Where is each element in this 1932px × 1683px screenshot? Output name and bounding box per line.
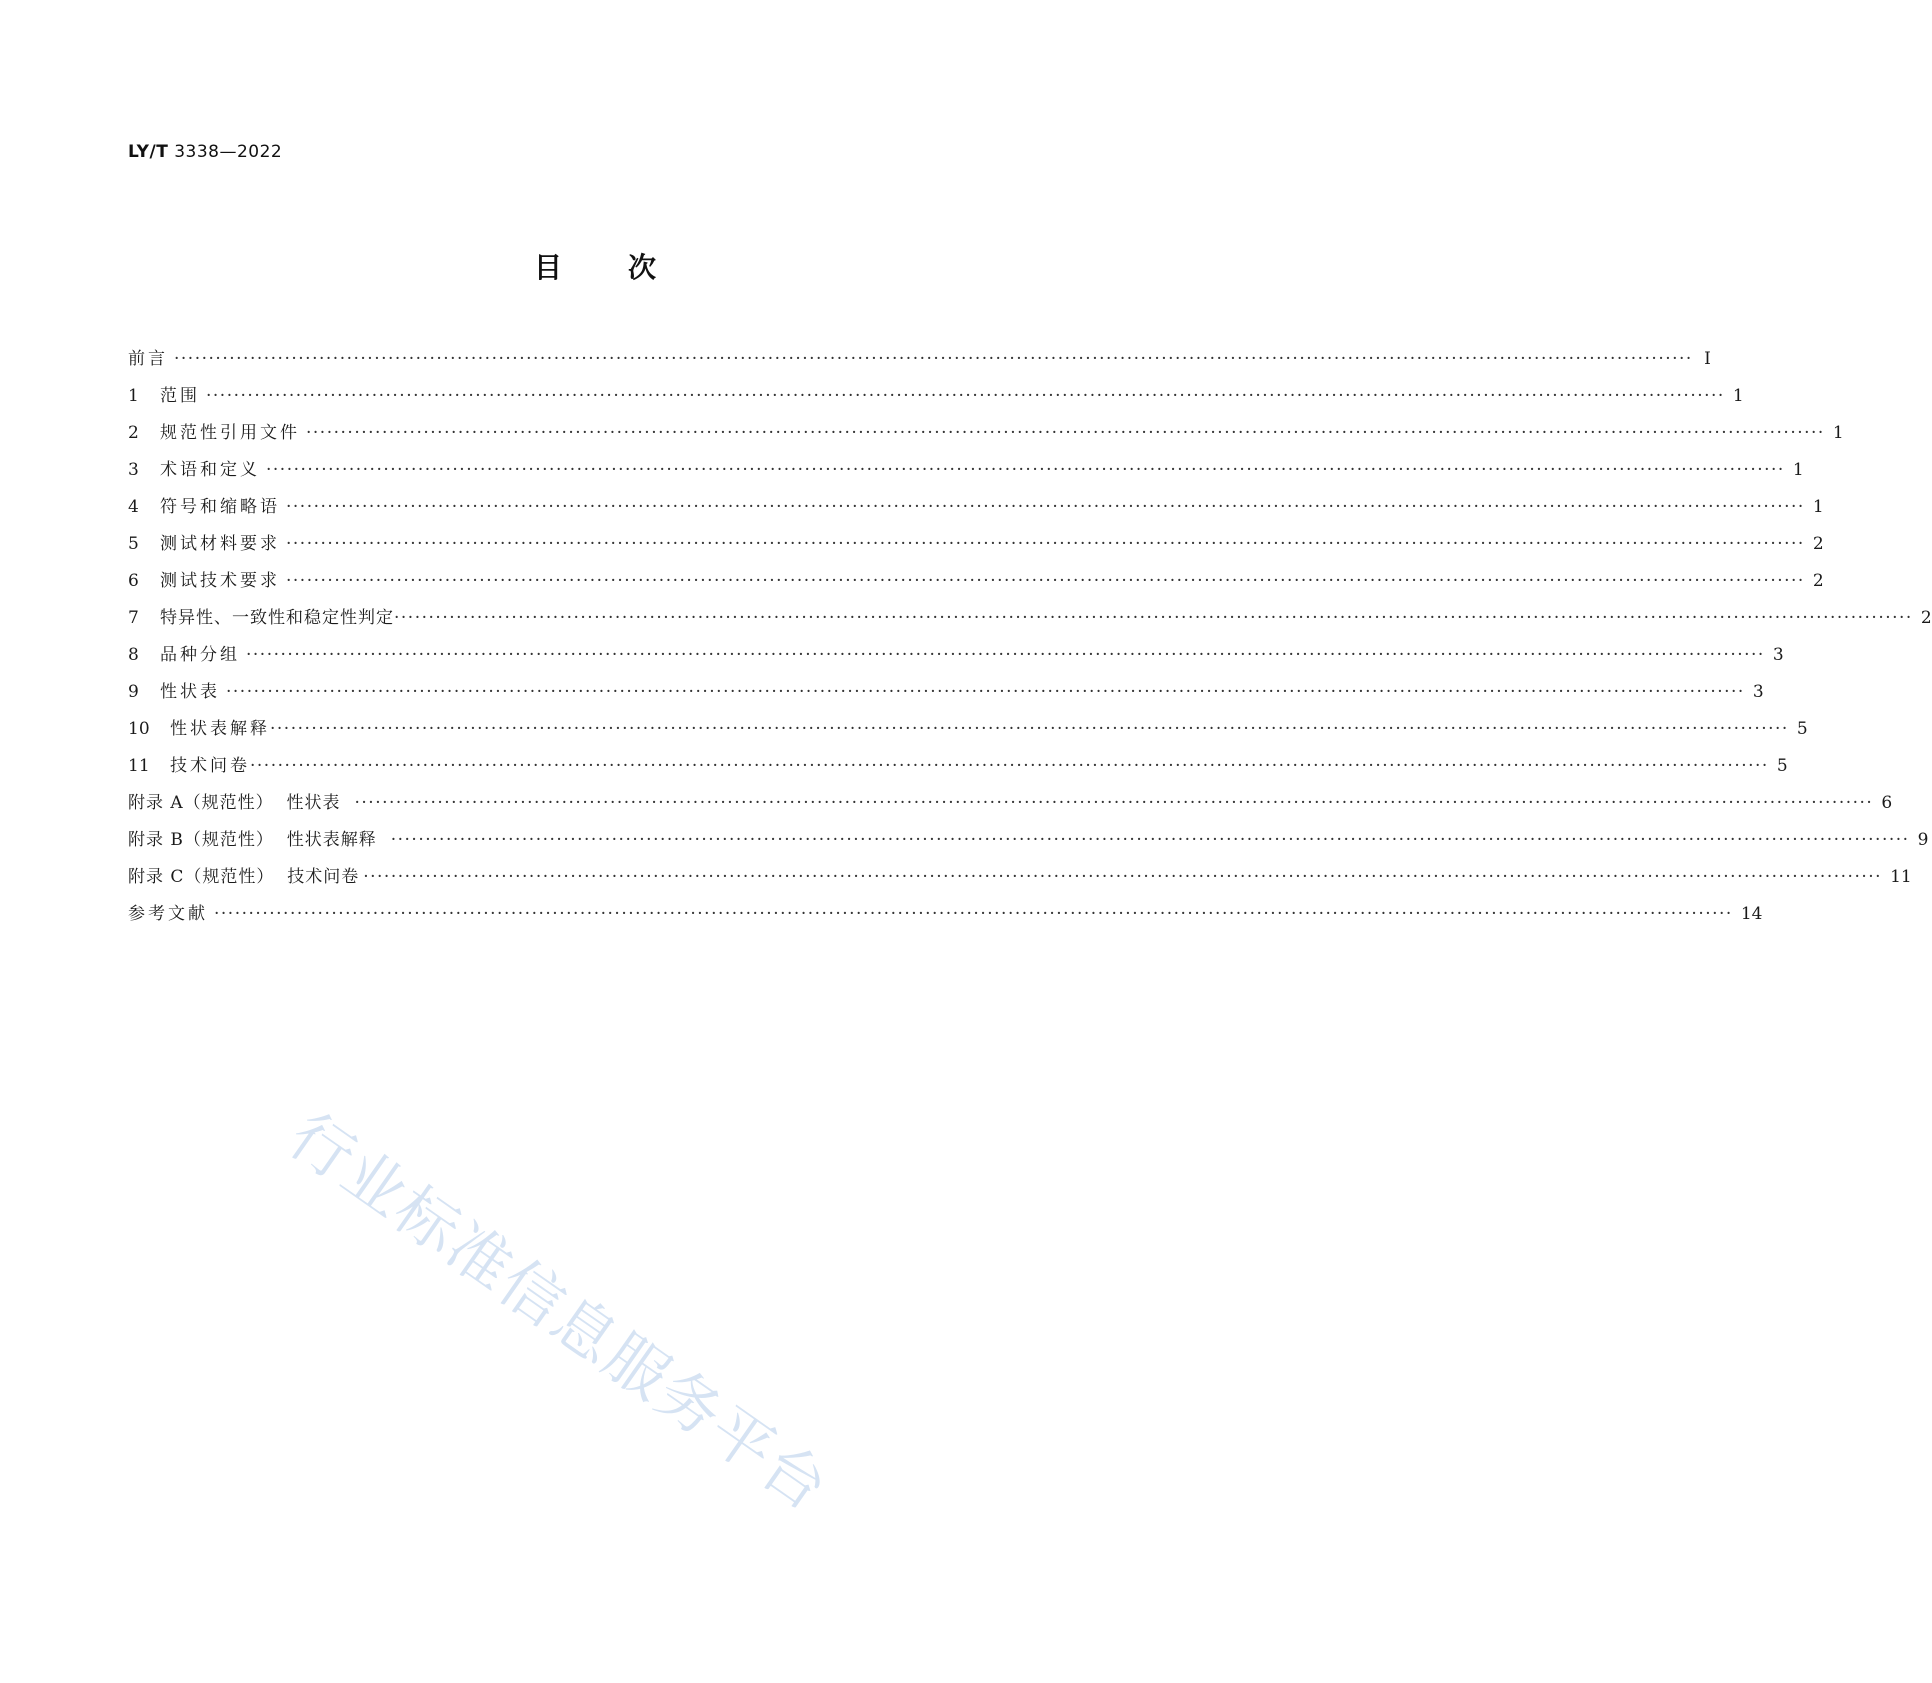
toc-entry-number: 11 <box>128 756 150 776</box>
toc-entry-title: 测试技术要求 <box>160 571 280 591</box>
toc-entry-title: 技术问卷 <box>170 756 250 776</box>
toc-entry-page: 2 <box>1920 608 1932 628</box>
toc-leader-dots: ···························································································································································································································· <box>174 349 1693 369</box>
toc-entry-title: 前言 <box>128 349 168 369</box>
toc-entry-title: 参考文献 <box>128 904 208 924</box>
toc-entry-characteristics-table[interactable] <box>128 677 1764 714</box>
toc-entry-table-explanation[interactable] <box>128 714 1808 751</box>
toc-list <box>128 344 1932 936</box>
toc-leader-dots: ···························································································································································································································· <box>286 497 1805 517</box>
toc-entry-terms[interactable] <box>128 455 1804 492</box>
toc-title-char-2: 次 <box>628 251 657 284</box>
toc-leader-dots: ···························································································································································································································· <box>250 756 1769 776</box>
toc-entry-title: 品种分组 <box>160 645 240 665</box>
toc-entry-title: 术语和定义 <box>160 460 260 480</box>
toc-entry-title: 特异性、一致性和稳定性判定 <box>160 608 394 628</box>
toc-entry-symbols[interactable] <box>128 492 1824 529</box>
toc-leader-dots: ···························································································································································································································· <box>206 386 1725 406</box>
toc-leader-dots: ···························································································································································································································· <box>270 719 1789 739</box>
toc-entry-annex-a[interactable] <box>128 788 1893 825</box>
toc-entry-page: 1 <box>1832 423 1844 443</box>
toc-entry-test-technique[interactable] <box>128 566 1824 603</box>
toc-entry-title: 范围 <box>160 386 200 406</box>
toc-entry-page: 2 <box>1812 534 1824 554</box>
toc-entry-title: 性状表 <box>160 682 220 702</box>
toc-leader-dots: ···························································································································································································································· <box>266 460 1785 480</box>
toc-entry-number: 5 <box>128 534 139 554</box>
toc-entry-page: 5 <box>1796 719 1808 739</box>
toc-entry-title: 附录 A（规范性） 性状表 <box>128 793 341 813</box>
toc-entry-number: 2 <box>128 423 139 443</box>
toc-entry-page: 9 <box>1917 830 1929 850</box>
toc-entry-page: 11 <box>1890 867 1912 887</box>
toc-leader-dots: ···························································································································································································································· <box>246 645 1765 665</box>
toc-entry-variety-grouping[interactable] <box>128 640 1784 677</box>
toc-title-char-1: 目 <box>533 251 562 284</box>
toc-entry-page: 3 <box>1752 682 1764 702</box>
toc-entry-page: 14 <box>1740 904 1763 924</box>
toc-entry-page: 5 <box>1776 756 1788 776</box>
standard-code-number: 3338—2022 <box>174 142 283 162</box>
toc-leader-dots: ···························································································································································································································· <box>363 867 1883 887</box>
toc-entry-number: 3 <box>128 460 139 480</box>
toc-entry-number: 4 <box>128 497 139 517</box>
toc-entry-title: 测试材料要求 <box>160 534 280 554</box>
toc-entry-test-material[interactable] <box>128 529 1824 566</box>
toc-entry-page: 6 <box>1881 793 1893 813</box>
toc-entry-title: 性状表解释 <box>170 719 270 739</box>
toc-entry-title: 附录 C（规范性） 技术问卷 <box>128 867 360 887</box>
toc-leader-dots: ···························································································································································································································· <box>354 793 1874 813</box>
toc-entry-title: 规范性引用文件 <box>160 423 300 443</box>
standard-code-prefix: LY/T <box>128 142 169 162</box>
toc-entry-number: 10 <box>128 719 150 739</box>
toc-leader-dots: ···························································································································································································································· <box>286 534 1805 554</box>
toc-leader-dots: ···························································································································································································································· <box>226 682 1745 702</box>
standard-code <box>128 142 282 162</box>
toc-entry-scope[interactable] <box>128 381 1744 418</box>
toc-entry-number: 9 <box>128 682 139 702</box>
watermark-text: 行业标准信息服务平台 <box>276 1098 843 1526</box>
toc-entry-bibliography[interactable] <box>128 899 1763 936</box>
toc-entry-number: 1 <box>128 386 139 406</box>
toc-entry-technical-questionnaire[interactable] <box>128 751 1788 788</box>
toc-entry-page: 3 <box>1772 645 1784 665</box>
toc-entry-number: 7 <box>128 608 139 628</box>
toc-entry-annex-c[interactable] <box>128 862 1912 899</box>
toc-leader-dots: ···························································································································································································································· <box>286 571 1805 591</box>
toc-entry-dus-judgement[interactable] <box>128 603 1932 640</box>
toc-leader-dots: ···························································································································································································································· <box>306 423 1825 443</box>
toc-entry-number: 6 <box>128 571 139 591</box>
toc-entry-page: 1 <box>1792 460 1804 480</box>
toc-entry-title: 附录 B（规范性） 性状表解释 <box>128 830 377 850</box>
toc-leader-dots: ···························································································································································································································· <box>214 904 1733 924</box>
toc-entry-foreword[interactable] <box>128 344 1711 381</box>
toc-title <box>0 246 1190 286</box>
toc-leader-dots: ···························································································································································································································· <box>394 608 1913 628</box>
toc-entry-number: 8 <box>128 645 139 665</box>
toc-entry-normative-references[interactable] <box>128 418 1844 455</box>
toc-entry-page: Ⅰ <box>1704 349 1711 369</box>
toc-entry-page: 1 <box>1732 386 1744 406</box>
toc-leader-dots: ···························································································································································································································· <box>390 830 1910 850</box>
toc-entry-page: 2 <box>1812 571 1824 591</box>
toc-entry-title: 符号和缩略语 <box>160 497 280 517</box>
toc-entry-page: 1 <box>1812 497 1824 517</box>
toc-entry-annex-b[interactable] <box>128 825 1929 862</box>
